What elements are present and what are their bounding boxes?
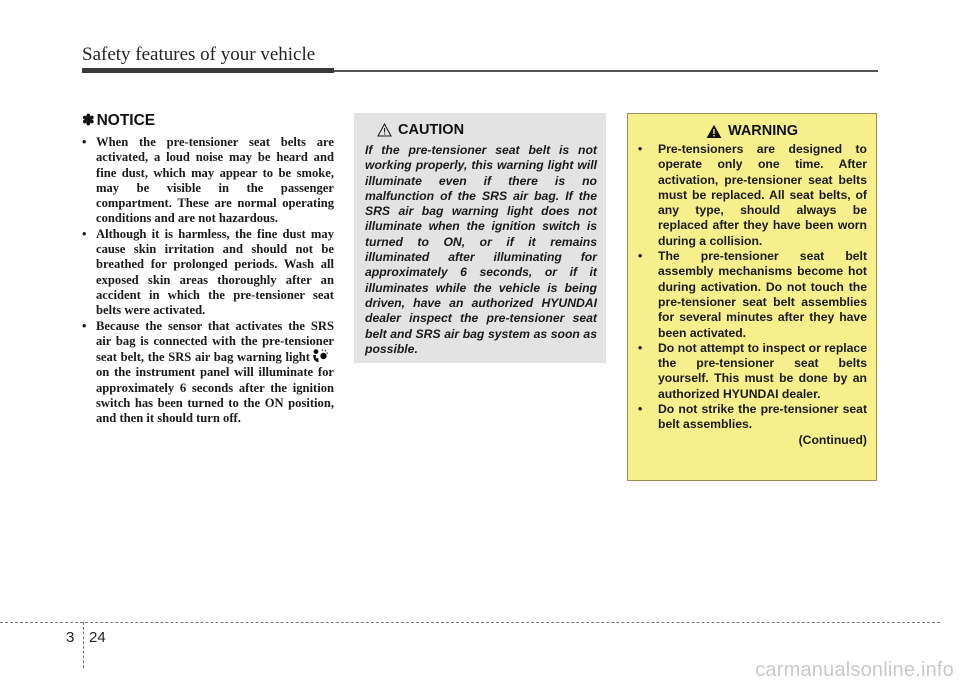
notice-title-text: NOTICE xyxy=(96,112,156,129)
caution-header xyxy=(365,122,597,138)
caution-title: CAUTION xyxy=(398,122,465,138)
page-number: 24 xyxy=(89,629,106,646)
footer-divider xyxy=(83,622,84,668)
warning-item: • Pre-tensioners are designed to operate only one time. After activation, pre-tensioner seat belts must be replaced. All seat belts, of any type, should always be replaced after they have been worn during a collision. xyxy=(637,142,867,249)
caution-body: If the pre-tensioner seat belt is not working properly, this warning light will illuminate even if there is no malfunction of the SRS air bag. If the SRS air bag warning light does not illuminate when the ignition switch is turned to ON, or if it remains illuminated after illuminating for approximately 6 seconds, or if it illuminates while the vehicle is being driven, have an authorized HYUNDAI dealer inspect the pre-tensioner seat belt and SRS air bag system as soon as possible. xyxy=(365,143,597,356)
notice-list xyxy=(82,135,334,427)
warning-triangle-icon xyxy=(377,123,392,137)
notice-section xyxy=(82,111,334,427)
notice-item: • Although it is harmless, the fine dust may cause skin irritation and should not be breathed for prolonged periods. Wash all exposed skin areas thoroughly after an accident in which the pre-tensioner seat belts were activated. xyxy=(82,227,334,319)
notice-item-text: Because the sensor that activates the SRS air bag is connected with the pre-tensioner seat belt, the SRS air bag warning light xyxy=(96,318,334,365)
notice-item xyxy=(82,319,334,427)
continued-label: (Continued) xyxy=(798,432,867,447)
notice-item: • When the pre-tensioner seat belts are activated, a loud noise may be heard and fine dust, which may appear to be smoke, may be visible in the passenger compartment. These are normal operating conditions and are not hazardous. xyxy=(82,135,334,227)
watermark: carmanualsonline.info xyxy=(755,659,954,681)
airbag-warning-icon xyxy=(312,349,328,363)
notice-title xyxy=(82,111,334,130)
warning-item: • Do not strike the pre-tensioner seat belt assemblies. xyxy=(637,402,867,433)
warning-triangle-icon xyxy=(706,124,722,139)
chapter-number: 3 xyxy=(66,629,75,646)
notice-symbol: ✽ xyxy=(82,112,95,129)
page-header-title: Safety features of your vehicle xyxy=(82,44,316,65)
header-rule-thin xyxy=(334,70,878,72)
notice-item-text: on the instrument panel will illuminate for approximately 6 seconds after the ignition switch has been turned to the ON position, and then it should turn off. xyxy=(96,365,334,426)
footer-rule xyxy=(0,622,940,623)
warning-box xyxy=(627,113,877,481)
warning-item: • The pre-tensioner seat belt assembly mechanisms become hot during activation. Do not touch the pre-tensioner seat belt assemblies for several minutes after they have been activated. xyxy=(637,249,867,341)
warning-list xyxy=(637,142,867,433)
caution-box xyxy=(354,113,606,363)
header-rule-thick xyxy=(82,68,334,73)
warning-item: • Do not attempt to inspect or replace the pre-tensioner seat belts yourself. This must be done by an authorized HYUNDAI dealer. xyxy=(637,341,867,402)
warning-title: WARNING xyxy=(727,123,799,139)
warning-header xyxy=(637,123,867,139)
